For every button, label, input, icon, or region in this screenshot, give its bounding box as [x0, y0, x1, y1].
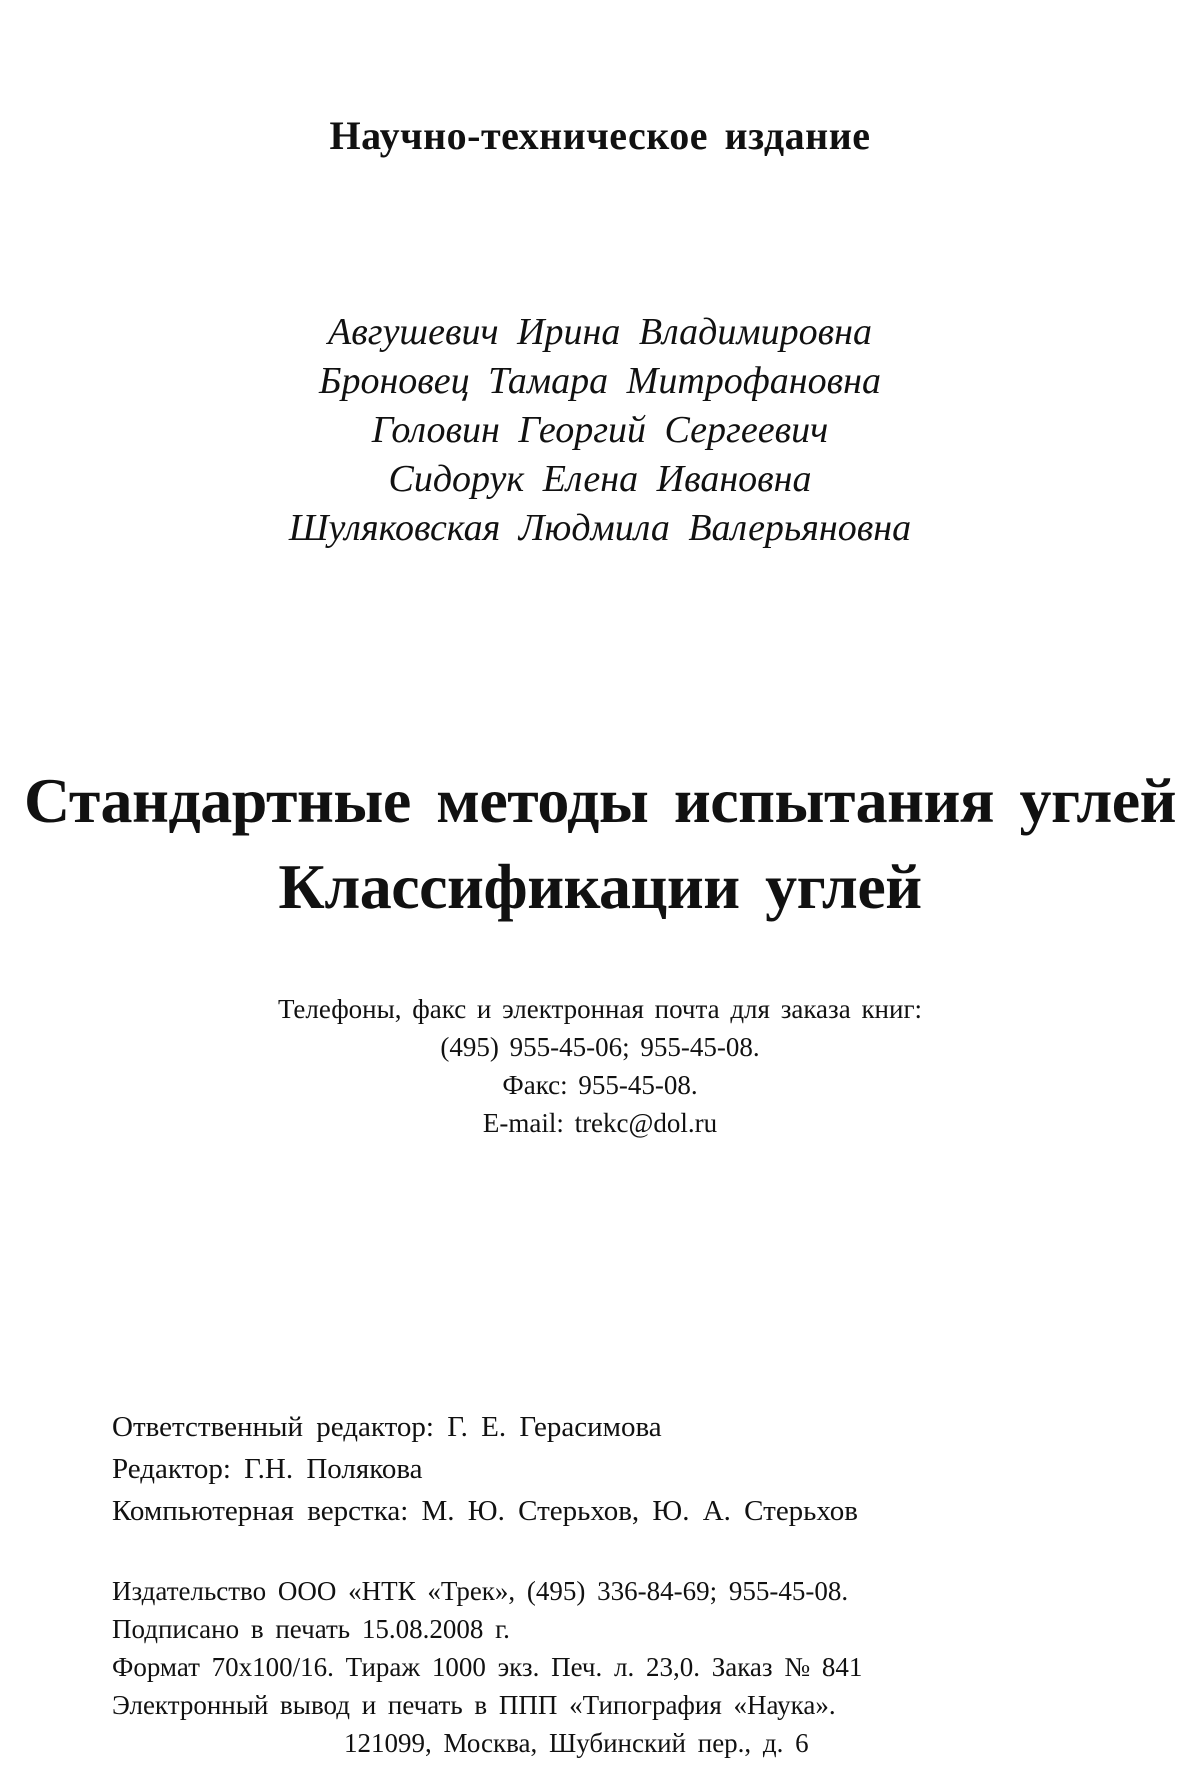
publisher-line: Издательство ООО «НТК «Трек», (495) 336-84-69; 955-45-08.	[112, 1576, 849, 1606]
chief-editor-credit: Ответственный редактор: Г. Е. Герасимова	[112, 1411, 662, 1443]
book-title-line-1: Стандартные методы испытания углей	[23, 765, 1177, 836]
book-title	[0, 758, 1200, 930]
order-contacts-heading: Телефоны, факс и электронная почта для заказа книг:	[277, 994, 923, 1024]
layout-credit: Компьютерная верстка: М. Ю. Стерьхов, Ю. А. Стерьхов	[112, 1495, 859, 1527]
author-name: Сидорук Елена Ивановна	[388, 458, 812, 500]
order-fax: Факс: 955-45-08.	[502, 1070, 698, 1100]
address-line: 121099, Москва, Шубинский пер., д. 6	[344, 1728, 809, 1758]
edition-type: Научно-техническое издание	[329, 113, 871, 158]
order-email: E-mail: trekc@dol.ru	[482, 1108, 718, 1138]
editorial-credits	[112, 1406, 1112, 1532]
imprint-block	[112, 1572, 1112, 1762]
authors-list	[0, 308, 1200, 553]
order-phones: (495) 955-45-06; 955-45-08.	[440, 1032, 760, 1062]
book-title-line-2: Классификации углей	[278, 851, 922, 922]
order-contacts	[0, 990, 1200, 1142]
printing-line: Электронный вывод и печать в ППП «Типография «Наука».	[112, 1690, 836, 1720]
format-line: Формат 70x100/16. Тираж 1000 экз. Печ. л. 23,0. Заказ № 841	[112, 1652, 863, 1682]
author-name: Головин Георгий Сергеевич	[371, 409, 829, 451]
editor-credit: Редактор: Г.Н. Полякова	[112, 1453, 423, 1485]
author-name: Броновец Тамара Митрофановна	[319, 360, 881, 402]
signed-date-line: Подписано в печать 15.08.2008 г.	[112, 1614, 510, 1644]
author-name: Авгушевич Ирина Владимировна	[328, 311, 872, 353]
author-name: Шуляковская Людмила Валерьяновна	[288, 507, 912, 549]
